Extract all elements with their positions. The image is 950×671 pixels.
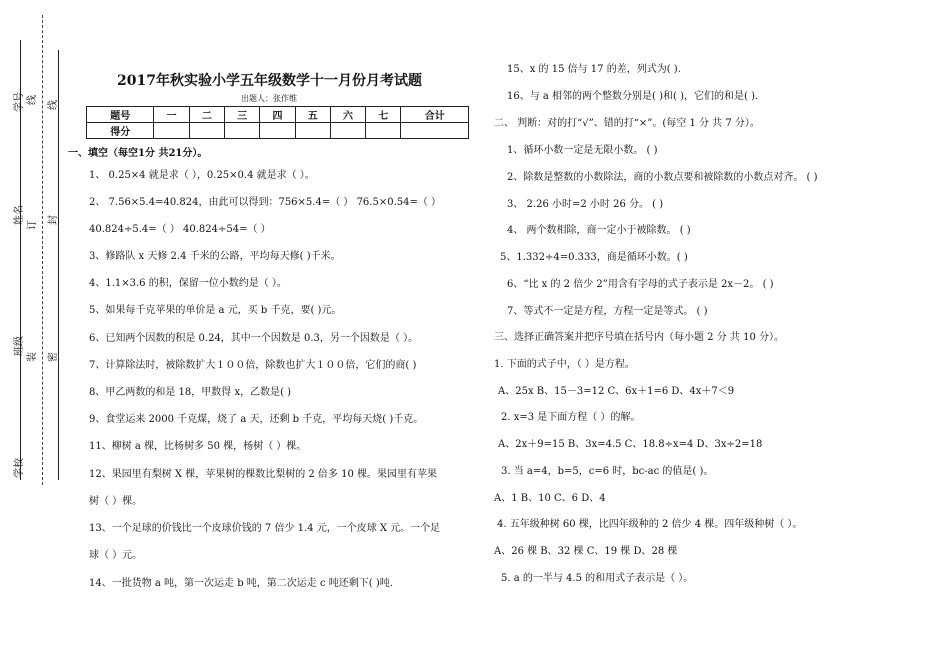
- binding-dashed-line: [42, 15, 43, 485]
- judgement-item: 7、等式不一定是方程，方程一定是等式。 ( ): [507, 306, 708, 317]
- score-header-cell: 五: [295, 107, 330, 123]
- score-cell: [330, 123, 365, 139]
- question-item: 13、一个足球的价钱比一个皮球价钱的 7 倍少 1.4 元，一个皮球 X 元。一个足: [89, 523, 441, 534]
- cut-line-char: 订: [27, 220, 38, 230]
- cut-line-char: 线: [48, 100, 59, 110]
- score-header-cell: 四: [260, 107, 295, 123]
- question-item: 12、果园里有梨树 X 棵，苹果树的棵数比梨树的 2 倍多 10 棵。果园里有苹果: [89, 469, 438, 480]
- question-item: 9、食堂运来 2000 千克煤，烧了 a 天，还剩 b 千克，平均每天烧( )千克。: [89, 414, 424, 425]
- score-header-cell: 二: [189, 107, 224, 123]
- section3-heading: 三、选择正确答案并把序号填在括号内（每小题 2 分 共 10 分）。: [494, 332, 784, 343]
- choice-options: A、2x＋9=15 B、3x=4.5 C、18.8÷x=4 D、3x÷2=18: [498, 439, 763, 450]
- score-cell: [366, 123, 401, 139]
- choice-question: 2. x=3 是下面方程（ ）的解。: [501, 412, 641, 423]
- score-header-cell: 六: [330, 107, 365, 123]
- question-item: 5、如果每千克苹果的单价是 a 元，买 b 千克，要( )元。: [89, 305, 342, 316]
- question-item: 球（ ）元。: [89, 550, 143, 561]
- question-item: 1、 0.25×4 就是求（ ），0.25×0.4 就是求（ ）。: [89, 170, 315, 181]
- score-header-cell: 合计: [401, 107, 469, 123]
- school-label: 学校: [14, 458, 25, 478]
- score-header-cell: 七: [366, 107, 401, 123]
- question-item: 8、甲乙两数的和是 18，甲数得 x，乙数是( ): [89, 387, 292, 398]
- score-cell: [189, 123, 224, 139]
- score-header-cell: 题号: [87, 107, 154, 123]
- binding-line-inner: [58, 50, 59, 480]
- question-item: 树（ ）棵。: [89, 496, 143, 507]
- score-header-cell: 三: [225, 107, 260, 123]
- choice-question: 5. a 的一半与 4.5 的和用式子表示是（ ）。: [501, 573, 694, 584]
- exam-title: 2017年秋实验小学五年级数学十一月份月考试题: [117, 73, 422, 89]
- choice-options: A、1 B、10 C、6 D、4: [494, 493, 606, 504]
- binding-strip: [0, 0, 62, 671]
- question-item: 11、柳树 a 棵，比杨树多 50 棵，杨树（ ）棵。: [89, 441, 307, 452]
- score-cell: [401, 123, 469, 139]
- choice-question: 3. 当 a=4，b=5，c=6 时，bc-ac 的值是( )。: [501, 466, 714, 477]
- score-header-cell: 一: [154, 107, 189, 123]
- score-table-header-row: [87, 107, 469, 123]
- section2-heading: 二、 判断：对的打“√”、错的打“×”。(每空 1 分 共 7 分）。: [494, 118, 760, 129]
- score-table: [86, 106, 469, 139]
- cut-line-char: 装: [27, 352, 38, 362]
- question-item: 16、与 a 相邻的两个整数分别是( )和( )，它们的和是( ).: [507, 91, 759, 102]
- judgement-item: 2、除数是整数的小数除法，商的小数点要和被除数的小数点对齐。 ( ): [507, 172, 818, 183]
- score-cell: [260, 123, 295, 139]
- score-cell: [154, 123, 189, 139]
- choice-question: 1. 下面的式子中，（ ）是方程。: [494, 359, 635, 370]
- question-item: 14、一批货物 a 吨，第一次运走 b 吨，第二次运走 c 吨还剩下( )吨.: [89, 578, 393, 589]
- judgement-item: 4、 两个数相除，商一定小于被除数。 ( ): [507, 225, 691, 236]
- question-item: 6、已知两个因数的积是 0.24，其中一个因数是 0.3，另一个因数是（ ）。: [89, 333, 419, 344]
- judgement-item: 3、 2.26 小时=2 小时 26 分。 ( ): [507, 199, 664, 210]
- score-row-label: 得分: [87, 123, 154, 139]
- question-item: 2、 7.56×5.4=40.824，由此可以得到：756×5.4=（ ） 76.5×0.54=（ ）: [89, 197, 442, 208]
- score-cell: [295, 123, 330, 139]
- cut-line-char: 封: [48, 215, 59, 225]
- name-label: 姓名: [14, 205, 25, 225]
- student-id-label: 学号: [14, 92, 25, 112]
- choice-options: A、25x B、15－3=12 C、6x＋1=6 D、4x＋7＜9: [498, 386, 735, 397]
- score-cell: [225, 123, 260, 139]
- cut-line-char: 线: [27, 95, 38, 105]
- choice-options: A、26 棵 B、32 棵 C、19 棵 D、28 棵: [494, 546, 678, 557]
- judgement-item: 1、循环小数一定是无限小数。 ( ): [507, 145, 658, 156]
- question-item: 15、x 的 15 倍与 17 的差，列式为( ).: [507, 64, 681, 75]
- choice-question: 4. 五年级种树 60 棵，比四年级种的 2 倍少 4 棵。四年级种树（ ）。: [497, 519, 803, 530]
- class-label: 班级: [14, 336, 25, 356]
- score-table-score-row: [87, 123, 469, 139]
- judgement-item: 6、“比 x 的 2 倍少 2”用含有字母的式子表示是 2x－2。 ( ): [507, 279, 774, 290]
- exam-setter: 出题人：张作维: [241, 94, 297, 103]
- section1-heading: 一、填空（每空1分 共21分）。: [68, 148, 208, 159]
- question-item: 7、计算除法时，被除数扩大１００倍，除数也扩大１００倍，它们的商( ): [89, 360, 417, 371]
- question-item: 40.824÷5.4=（ ） 40.824÷54=（ ）: [89, 224, 271, 235]
- cut-line-char: 密: [48, 352, 59, 362]
- question-item: 3、修路队 x 天修 2.4 千米的公路，平均每天修( )千米。: [89, 251, 341, 262]
- judgement-item: 5、1.332÷4=0.333，商是循环小数。( ): [500, 252, 688, 263]
- question-item: 4、1.1×3.6 的积，保留一位小数约是（ ）。: [89, 278, 287, 289]
